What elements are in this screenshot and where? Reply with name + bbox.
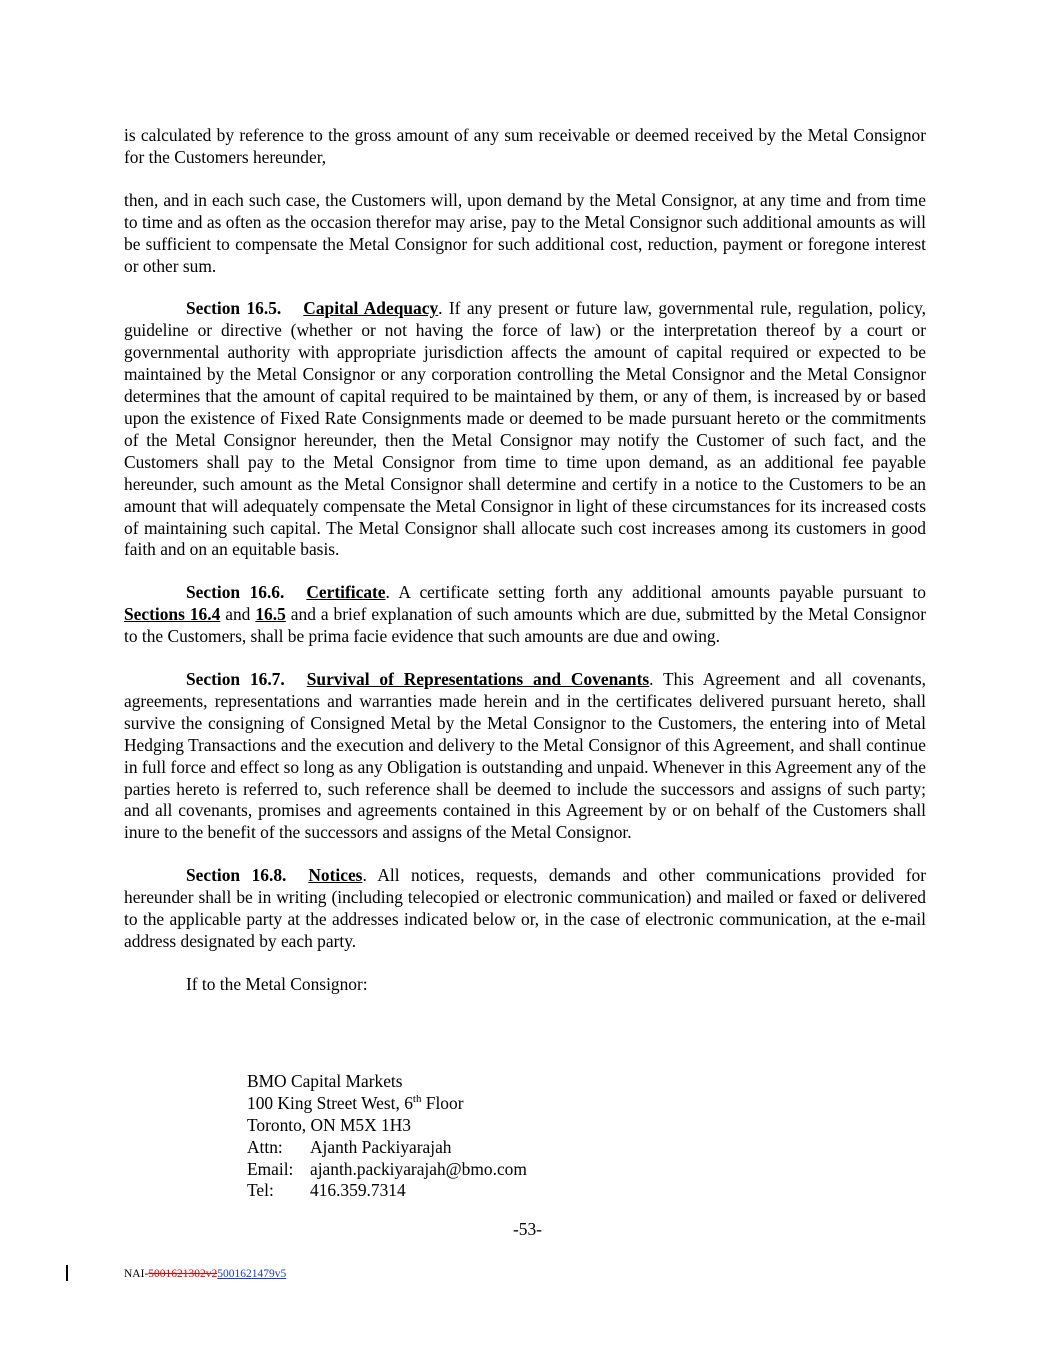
section-number: Section 16.6.: [186, 582, 285, 603]
notice-recipient-heading: If to the Metal Consignor:: [186, 973, 368, 994]
section-body: and a brief explanation of such amounts which are due, submitted by the Metal Consignor to the Customers, shall be prima facie evidence that such amounts are due and owing.: [124, 604, 926, 647]
paragraph-compensation: then, and in each such case, the Customers will, upon demand by the Metal Consignor, at any time and from time to time and as often as the occasion therefor may arise, pay to the Metal Consignor such additional amounts as will be sufficient to compensate the Metal Consignor for such additional cost, reduction, payment or foregone interest or other sum.: [124, 189, 926, 276]
page-number: -53-: [513, 1219, 542, 1239]
section-number: Section 16.8.: [186, 865, 287, 886]
doc-id-deleted: 5001621302v2: [148, 1268, 218, 1280]
section-16-5: [124, 298, 926, 561]
section-title: Survival of Representations and Covenants: [306, 669, 650, 690]
tel-value: 416.359.7314: [310, 1180, 406, 1201]
doc-id-prefix: NAI-: [124, 1268, 149, 1280]
section-body: . If any present or future law, governmental rule, regulation, policy, guideline or directive (whether or not having the force of law) or the interpretation thereof by a court or governmental authority with appropriate jurisdiction affects the amount of capital required or expected to be maintained by the Metal Consignor or any corporation controlling the Metal Consignor and the Metal Consignor determines that the amount of capital required to be maintained by them, or any of them, is increased by or based upon the existence of Fixed Rate Consignments made or deemed to be made pursuant hereto or the commitments of the Metal Consignor hereunder, then the Metal Consignor may notify the Customer of such fact, and the Customers shall pay to the Metal Consignor from time to time upon demand, as an additional fee payable hereunder, such amount as the Metal Consignor shall determine and certify in a notice to the Customers to be an amount that will adequately compensate the Metal Consignor in light of these circumstances for its increased costs of maintaining such capital. The Metal Consignor shall allocate such cost increases among its customers in good faith and on an equitable basis.: [124, 298, 926, 560]
address-block: [247, 1071, 527, 1202]
tel-label: Tel:: [247, 1180, 274, 1201]
document-id-footer: [124, 1267, 286, 1281]
section-16-7: [124, 669, 926, 844]
address-company: BMO Capital Markets: [247, 1071, 403, 1091]
address-email: [247, 1159, 527, 1181]
section-number: Section 16.7.: [186, 669, 285, 690]
section-body: . All notices, requests, demands and other communications provided for hereunder shall be in writing (including telecopied or electronic communication) and mailed or faxed or delivered to the applicable party at the addresses indicated below or, in the case of electronic communication, at the e-mail address designated by each party.: [124, 865, 926, 951]
section-title: Notices: [308, 865, 363, 886]
email-value: ajanth.packiyarajah@bmo.com: [310, 1158, 527, 1179]
address-street: [247, 1093, 527, 1115]
address-attn: [247, 1137, 527, 1159]
email-label: Email:: [247, 1158, 294, 1179]
address-street-text: 100 King Street West, 6: [247, 1092, 413, 1113]
address-street-floor: Floor: [421, 1092, 464, 1113]
section-16-6: [124, 582, 926, 648]
section-body: and: [220, 604, 256, 625]
section-reference: Sections 16.4: [124, 604, 221, 625]
address-tel: [247, 1180, 527, 1202]
section-body: . A certificate setting forth any additional amounts payable pursuant to: [385, 582, 926, 603]
paragraph-calculation: is calculated by reference to the gross amount of any sum receivable or deemed received by the Metal Consignor for the Customers hereunder,: [124, 125, 926, 167]
section-number: Section 16.5.: [186, 298, 282, 319]
section-reference: 16.5: [255, 604, 286, 625]
doc-id-inserted: 5001621479v5: [217, 1268, 287, 1280]
section-body: . This Agreement and all covenants, agreements, representations and warranties made herein and in the certificates delivered pursuant hereto, shall survive the consigning of Consigned Metal by the Metal Consignor to the Customers, the entering into of Metal Hedging Transactions and the execution and delivery to the Metal Consignor of this Agreement, and shall continue in full force and effect so long as any Obligation is outstanding and unpaid. Whenever in this Agreement any of the parties hereto is referred to, such reference shall be deemed to include the successors and assigns of such party; and all covenants, promises and agreements contained in this Agreement by or on behalf of the Customers shall inure to the benefit of the successors and assigns of the Metal Consignor.: [124, 669, 926, 843]
change-bar: [66, 1265, 68, 1281]
attn-value: Ajanth Packiyarajah: [310, 1136, 452, 1157]
attn-label: Attn:: [247, 1136, 283, 1157]
section-16-8: [124, 865, 926, 953]
ordinal-suffix: th: [412, 1093, 422, 1106]
document-body: [124, 125, 926, 1017]
address-city: Toronto, ON M5X 1H3: [247, 1114, 411, 1135]
section-title: Certificate: [306, 582, 386, 603]
section-title: Capital Adequacy: [303, 298, 439, 319]
